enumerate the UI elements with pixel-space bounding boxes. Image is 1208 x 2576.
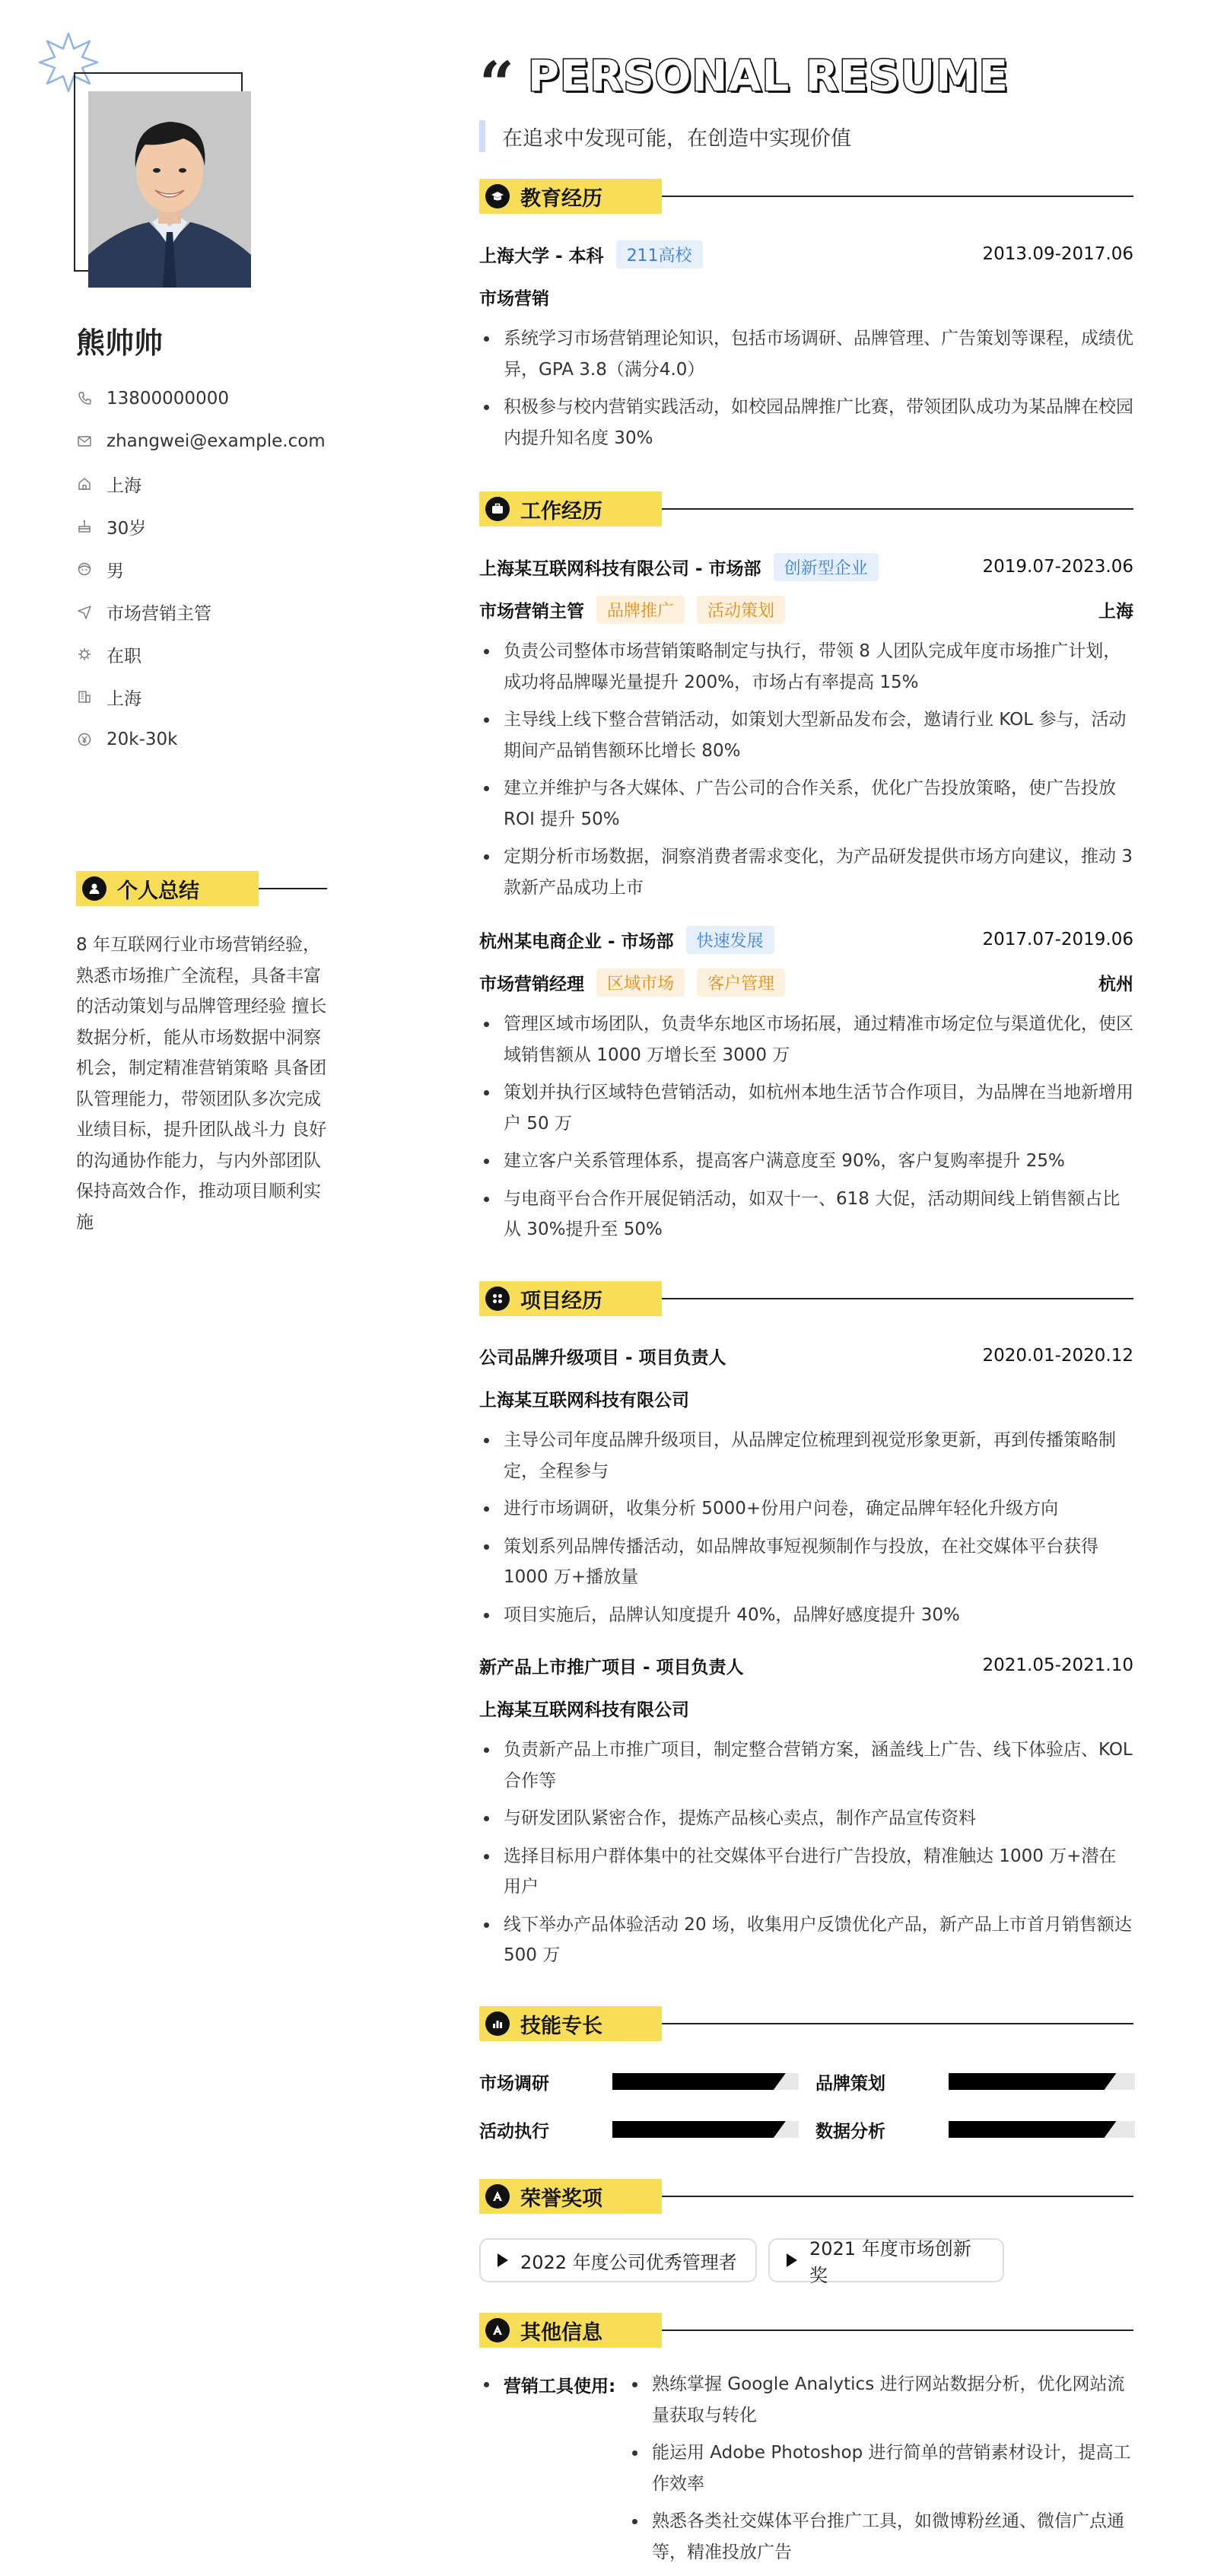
job-location: 杭州: [1098, 974, 1133, 994]
skill-bar-fill: [949, 2073, 1117, 2090]
project-date: 2021.05-2021.10: [982, 1655, 1133, 1675]
list-item: 系统学习市场营销理论知识，包括市场调研、品牌管理、广告策划等课程，成绩优异，GPA 3.8（满分4.0）: [479, 323, 1133, 385]
section-header-skills: [479, 2006, 1133, 2041]
skill-name: 市场调研: [479, 2073, 549, 2094]
graduation-cap-icon: [485, 184, 510, 208]
info-work-city: [76, 676, 326, 718]
education-date: 2013.09-2017.06: [982, 244, 1133, 264]
list-item: 策划系列品牌传播活动，如品牌故事短视频制作与投放，在社交媒体平台获得 1000 万+播放量: [479, 1531, 1133, 1593]
skill-bar: [612, 2073, 799, 2090]
honor-text: 2022 年度公司优秀管理者: [520, 2251, 737, 2273]
contact-info-list: [76, 377, 326, 761]
skill-bar: [949, 2073, 1135, 2090]
section-header-summary: [76, 871, 327, 906]
section-divider: [662, 2196, 1133, 2197]
skill-bar: [612, 2121, 799, 2138]
list-item: 进行市场调研，收集分析 5000+份用户问卷，确定品牌年轻化升级方向: [479, 1493, 1133, 1525]
info-email[interactable]: [76, 420, 326, 463]
job-role: 市场营销经理: [479, 974, 584, 994]
money-icon: [76, 731, 93, 748]
section-header-honors: [479, 2179, 1133, 2214]
info-gender: [76, 548, 326, 590]
sidebar: [0, 0, 426, 2576]
list-item: 与研发团队紧密合作，提炼产品核心卖点，制作产品宣传资料: [479, 1803, 1133, 1834]
list-item: 项目实施后，品牌认知度提升 40%，品牌好感度提升 30%: [479, 1600, 1133, 1631]
education-major-row: [479, 281, 1133, 312]
section-divider: [662, 2330, 1133, 2331]
cake-icon: [76, 518, 93, 535]
phone-icon: [76, 390, 93, 407]
company-tag: 创新型企业: [774, 553, 879, 581]
skill-bar: [949, 2121, 1135, 2138]
tagline: 在追求中发现可能，在创造中实现价值: [479, 120, 851, 152]
list-item: 负责新产品上市推广项目，制定整合营销方案，涵盖线上广告、线下体验店、KOL 合作等: [479, 1735, 1133, 1796]
section-title: 技能专长: [520, 2014, 602, 2038]
skill-bar-fill: [949, 2121, 1117, 2138]
project-header-row: [479, 1650, 1133, 1681]
list-item: 积极参与校内营销实践活动，如校园品牌推广比赛，带领团队成功为某品牌在校园内提升知名度 30%: [479, 392, 1133, 453]
briefcase-icon: [485, 497, 510, 521]
project-company-row: [479, 1693, 1133, 1723]
job-date: 2019.07-2023.06: [982, 557, 1133, 577]
bar-chart-icon: [485, 2012, 510, 2036]
job-header-row: [479, 924, 1133, 955]
role-tag: 客户管理: [697, 968, 785, 997]
avatar: [88, 91, 251, 288]
send-icon: [76, 603, 93, 620]
list-item: 能运用 Adobe Photoshop 进行简单的营销素材设计，提高工作效率: [628, 2438, 1133, 2499]
info-phone: [76, 377, 326, 420]
list-item: 管理区域市场团队，负责华东地区市场拓展，通过精准市场定位与渠道优化，使区域销售额从 1000 万增长至 3000 万: [479, 1009, 1133, 1070]
job-bullets: [479, 636, 1133, 910]
list-item: 线下举办产品体验活动 20 场，收集用户反馈优化产品，新产品上市首月销售额达 500 万: [479, 1910, 1133, 1971]
job-role: 市场营销主管: [479, 601, 584, 622]
section-divider: [259, 888, 327, 889]
summary-text: 8 年互联网行业市场营销经验，熟悉市场推广全流程，具备丰富的活动策划与品牌管理经验 擅长数据分析，能从市场数据中洞察机会，制定精准营销策略 具备团队管理能力，带领团队多次完成业绩目标，提升团队战斗力 良好的沟通协作能力，与内外部团队保持高效合作，推动项目顺利实施: [76, 935, 327, 1232]
skill-bar-fill: [612, 2073, 786, 2090]
profile-name: 熊帅帅: [76, 326, 164, 360]
section-title: 教育经历: [520, 186, 602, 211]
role-tag: 活动策划: [697, 596, 785, 624]
company-tag: 快速发展: [686, 926, 774, 954]
quote-icon: “: [479, 48, 515, 119]
home-icon: [76, 475, 93, 492]
face-icon: [76, 561, 93, 577]
list-item: 建立客户关系管理体系，提高客户满意度至 90%，客户复购率提升 25%: [479, 1146, 1133, 1177]
school-name: 上海大学 - 本科: [479, 246, 604, 266]
section-header-work: [479, 491, 1133, 526]
status-icon: [76, 646, 93, 663]
project-company-row: [479, 1383, 1133, 1414]
job-role-row: [479, 967, 1133, 997]
info-text: 市场营销主管: [106, 603, 211, 624]
job-location: 上海: [1098, 601, 1133, 622]
section-header-education: [479, 179, 1133, 214]
project-name: 新产品上市推广项目 - 项目负责人: [479, 1657, 744, 1678]
section-title: 项目经历: [520, 1289, 602, 1313]
role-tag: 品牌推广: [596, 596, 685, 624]
skill-name: 数据分析: [815, 2121, 885, 2142]
project-name: 公司品牌升级项目 - 项目负责人: [479, 1347, 726, 1368]
section-title: 其他信息: [520, 2320, 602, 2345]
list-item: 选择目标用户群体集中的社交媒体平台进行广告投放，精准触达 1000 万+潜在用户: [479, 1841, 1133, 1903]
info-age: [76, 505, 326, 548]
info-salary: [76, 718, 326, 761]
list-item: 熟练掌握 Google Analytics 进行网站数据分析，优化网站流量获取与转化: [628, 2369, 1133, 2431]
mail-icon: [76, 433, 93, 450]
role-tag: 区域市场: [596, 968, 685, 997]
project-company: 上海某互联网科技有限公司: [479, 1390, 689, 1410]
company-name: 上海某互联网科技有限公司 - 市场部: [479, 558, 761, 579]
grid-icon: [485, 1286, 510, 1311]
section-divider: [662, 2023, 1133, 2024]
skill-item: [479, 2114, 799, 2145]
education-bullets: [479, 323, 1133, 460]
skill-item: [479, 2066, 799, 2097]
info-city: [76, 463, 326, 505]
building-icon: [76, 689, 93, 705]
project-bullets: [479, 1735, 1133, 1978]
info-text: 30岁: [106, 518, 147, 539]
honor-badge: [479, 2238, 757, 2282]
skill-name: 活动执行: [479, 2121, 549, 2142]
job-date: 2017.07-2019.06: [982, 930, 1133, 949]
section-header-other: [479, 2313, 1133, 2348]
info-text: 13800000000: [106, 389, 229, 409]
major: 市场营销: [479, 288, 549, 309]
list-item: 主导线上线下整合营销活动，如策划大型新品发布会，邀请行业 KOL 参与，活动期间产品销售额环比增长 80%: [479, 704, 1133, 766]
list-item: 与电商平台合作开展促销活动，如双十一、618 大促，活动期间线上销售额占比从 30%提升至 50%: [479, 1184, 1133, 1245]
info-text: 20k-30k: [106, 730, 178, 749]
info-text: 上海: [106, 475, 141, 496]
company-name: 杭州某电商企业 - 市场部: [479, 931, 674, 952]
list-item: 建立并维护与各大媒体、广告公司的合作关系，优化广告投放策略，使广告投放 ROI 提升 50%: [479, 773, 1133, 835]
list-item: 负责公司整体市场营销策略制定与执行，带领 8 人团队完成年度市场推广计划，成功将品牌曝光量提升 200%，市场占有率提高 15%: [479, 636, 1133, 698]
info-position: [76, 590, 326, 633]
job-bullets: [479, 1009, 1133, 1252]
project-company: 上海某互联网科技有限公司: [479, 1700, 689, 1720]
project-date: 2020.01-2020.12: [982, 1346, 1133, 1366]
education-row: [479, 239, 1133, 269]
info-text: 在职: [106, 646, 141, 666]
skill-name: 品牌策划: [815, 2073, 885, 2094]
play-icon: [787, 2253, 797, 2267]
list-item: 主导公司年度品牌升级项目，从品牌定位梳理到视觉形象更新，再到传播策略制定，全程参与: [479, 1425, 1133, 1487]
list-item: 定期分析市场数据，洞察消费者需求变化，为产品研发提供市场方向建议，推动 3 款新产品成功上市: [479, 841, 1133, 903]
skill-item: [815, 2114, 1135, 2145]
info-status: [76, 633, 326, 676]
info-text: zhangwei@example.com: [106, 431, 326, 451]
school-tag: 211高校: [616, 240, 703, 269]
resume-title: [479, 46, 1009, 119]
info-text: 男: [106, 561, 124, 581]
honor-badge: [768, 2238, 1004, 2286]
list-item: 策划并执行区域特色营销活动，如杭州本地生活节合作项目，为品牌在当地新增用户 50 万: [479, 1077, 1133, 1139]
skill-item: [815, 2066, 1135, 2097]
play-icon: [498, 2253, 508, 2267]
skill-bar-fill: [612, 2121, 786, 2138]
project-bullets: [479, 1425, 1133, 1637]
section-title: 工作经历: [520, 499, 602, 523]
section-divider: [662, 508, 1133, 510]
user-icon: [82, 876, 106, 901]
section-divider: [662, 196, 1133, 197]
section-header-projects: [479, 1281, 1133, 1316]
award-icon: [485, 2184, 510, 2209]
section-title: 个人总结: [117, 879, 199, 903]
info-text: 上海: [106, 689, 141, 709]
section-title: 荣誉奖项: [520, 2186, 602, 2211]
honor-text: 2021 年度市场创新奖: [809, 2238, 971, 2286]
other-bullets: [628, 2369, 1133, 2574]
job-role-row: [479, 594, 1133, 625]
other-label: 营销工具使用:: [479, 2372, 615, 2397]
section-divider: [662, 1298, 1133, 1299]
page-title: PERSONAL RESUME: [528, 51, 1009, 101]
job-header-row: [479, 552, 1133, 582]
list-item: 熟悉各类社交媒体平台推广工具，如微博粉丝通、微信广点通等，精准投放广告: [628, 2506, 1133, 2568]
info-icon: [485, 2318, 510, 2342]
project-header-row: [479, 1340, 1133, 1371]
